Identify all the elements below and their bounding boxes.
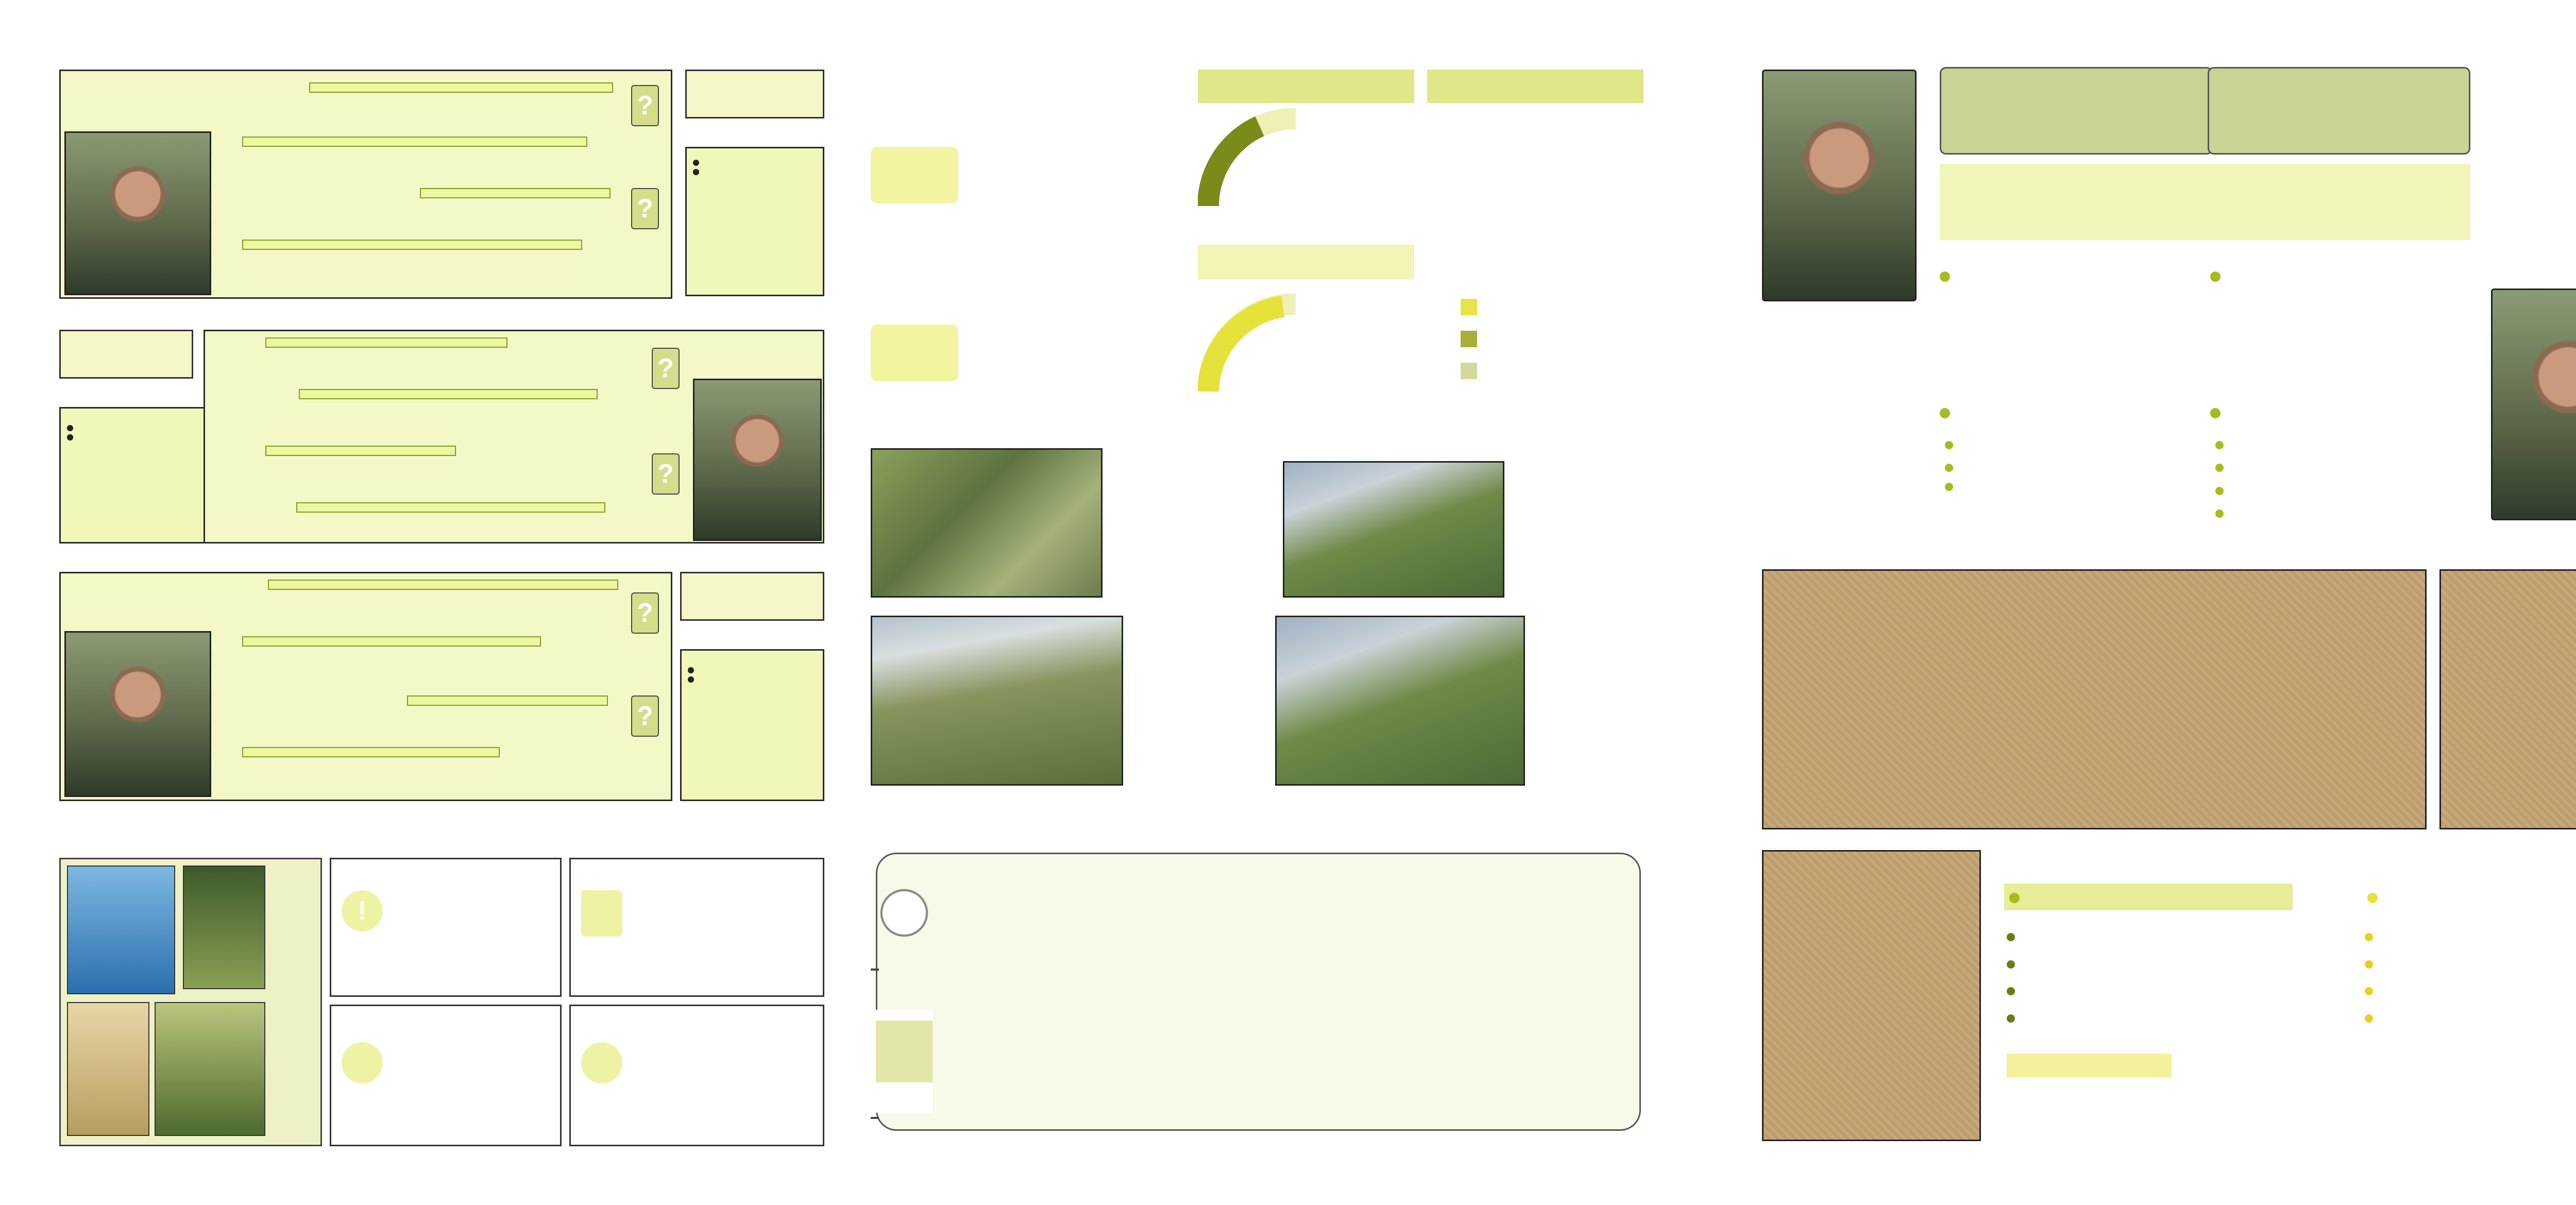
- goal-list: [2215, 433, 2483, 524]
- sarah-a2: [296, 502, 605, 513]
- arthur-info: [1940, 164, 2213, 240]
- sarah-q2: [265, 446, 456, 456]
- finding-item: [2007, 1004, 2295, 1031]
- book-cover: [183, 865, 265, 989]
- goal-item: [2215, 455, 2483, 478]
- leaf-icon: [581, 1042, 622, 1083]
- improve-list: [2365, 922, 2576, 1030]
- exclamation-icon: !: [342, 890, 383, 931]
- sheep-icon: [871, 325, 958, 381]
- importance-bar-chart: [992, 67, 1177, 227]
- george-q2: [420, 188, 611, 198]
- pain-points-box: [685, 147, 824, 296]
- field-photo: [1275, 616, 1525, 786]
- integrated-title: [2004, 884, 2293, 910]
- jack-info: [2208, 164, 2470, 240]
- legend-swatch: [1461, 299, 1477, 315]
- question-mark-icon: ?: [631, 85, 659, 126]
- goal-list: [1945, 433, 2213, 494]
- improve-item: [2365, 949, 2576, 977]
- tech-title: [1427, 70, 1643, 103]
- tom-a2: [242, 747, 500, 757]
- goal-title: [1940, 404, 1955, 420]
- finding-item: [2007, 922, 2295, 949]
- insight-card: [330, 1005, 562, 1146]
- goal-title: [2210, 404, 2226, 420]
- george-a2: [242, 240, 582, 250]
- gear-icon: [1940, 271, 1950, 282]
- eff-title: [1198, 245, 1414, 280]
- target-icon: [1940, 408, 1950, 418]
- improve-title: [2362, 884, 2576, 910]
- goal-item: [1945, 479, 2213, 494]
- improve-item: [2365, 922, 2576, 949]
- question-mark-icon: ?: [631, 695, 659, 737]
- insight-card: [330, 858, 562, 997]
- pain-points-title: [685, 70, 824, 118]
- question-mark-icon: ?: [631, 592, 659, 634]
- goal-item: [2215, 479, 2483, 501]
- book-cover: [155, 1002, 265, 1136]
- pain-points-box: [680, 649, 824, 801]
- sarah-photo: [693, 379, 822, 541]
- field-photo: [871, 616, 1123, 786]
- george-photo: [64, 131, 211, 295]
- eff-gauge: [1198, 294, 1301, 397]
- shepherd-label: [871, 1117, 879, 1119]
- integrated-list: [2007, 922, 2295, 1030]
- book-cover: [67, 865, 175, 994]
- tom-photo: [64, 631, 211, 797]
- sheep-icon: [876, 876, 933, 958]
- insight-card: [569, 858, 824, 997]
- book-icon: [871, 147, 958, 203]
- shepherd-icon: [581, 890, 622, 937]
- tech-pie-chart: [1453, 108, 1623, 278]
- pain-points-title: [59, 330, 193, 379]
- network-icon: [2009, 893, 2020, 903]
- tom-q1: [268, 580, 618, 590]
- card-sorting-board: [1762, 569, 2427, 829]
- teach-title: [1198, 70, 1414, 103]
- question-mark-icon: ?: [652, 453, 680, 495]
- hiker-icon: [342, 1042, 383, 1083]
- field-photo: [1283, 461, 1504, 598]
- arthur-quote: [1940, 67, 2213, 155]
- tom-q2: [407, 695, 608, 706]
- goal-item: [2215, 433, 2483, 455]
- teach-gauge: [1198, 108, 1301, 211]
- pain-points-title: [680, 572, 824, 621]
- people-icon: [2367, 893, 2378, 903]
- gear-icon: [2210, 271, 2221, 282]
- finding-item: [2007, 949, 2295, 977]
- att-title: [1940, 268, 1955, 284]
- legend-swatch: [1461, 363, 1477, 379]
- question-mark-icon: ?: [631, 188, 659, 229]
- improve-item: [2365, 1004, 2576, 1031]
- arthur-photo: [1762, 70, 1917, 301]
- card-sorting-board: [2439, 569, 2576, 829]
- field-photo: [871, 448, 1103, 598]
- jack-photo: [2491, 288, 2576, 520]
- improve-item: [2365, 976, 2576, 1004]
- goal-item: [1945, 455, 2213, 478]
- sarah-a1: [299, 389, 598, 399]
- pie-legend: [1461, 299, 1646, 379]
- question-mark-icon: ?: [652, 348, 680, 389]
- sheep-label: [871, 969, 879, 971]
- george-q1: [309, 82, 613, 93]
- finding-item: [2007, 976, 2295, 1004]
- final-title: [2007, 1054, 2172, 1077]
- passing-bar-chart: [992, 237, 1177, 397]
- book-cover: [67, 1002, 149, 1136]
- goal-item: [1945, 433, 2213, 455]
- tom-a1: [242, 636, 541, 647]
- george-a1: [242, 137, 587, 147]
- target-icon: [2210, 408, 2221, 418]
- shepherd-icon: [876, 1010, 933, 1113]
- relative-books-label: [270, 863, 317, 1141]
- insight-card: [569, 1005, 824, 1146]
- sarah-q1: [265, 337, 507, 348]
- legend-swatch: [1461, 331, 1477, 347]
- att-title: [2210, 268, 2226, 284]
- goal-item: [2215, 501, 2483, 524]
- flow-panel: [876, 853, 1641, 1131]
- jack-quote: [2208, 67, 2470, 155]
- card-sorting-photo: [1762, 850, 1981, 1141]
